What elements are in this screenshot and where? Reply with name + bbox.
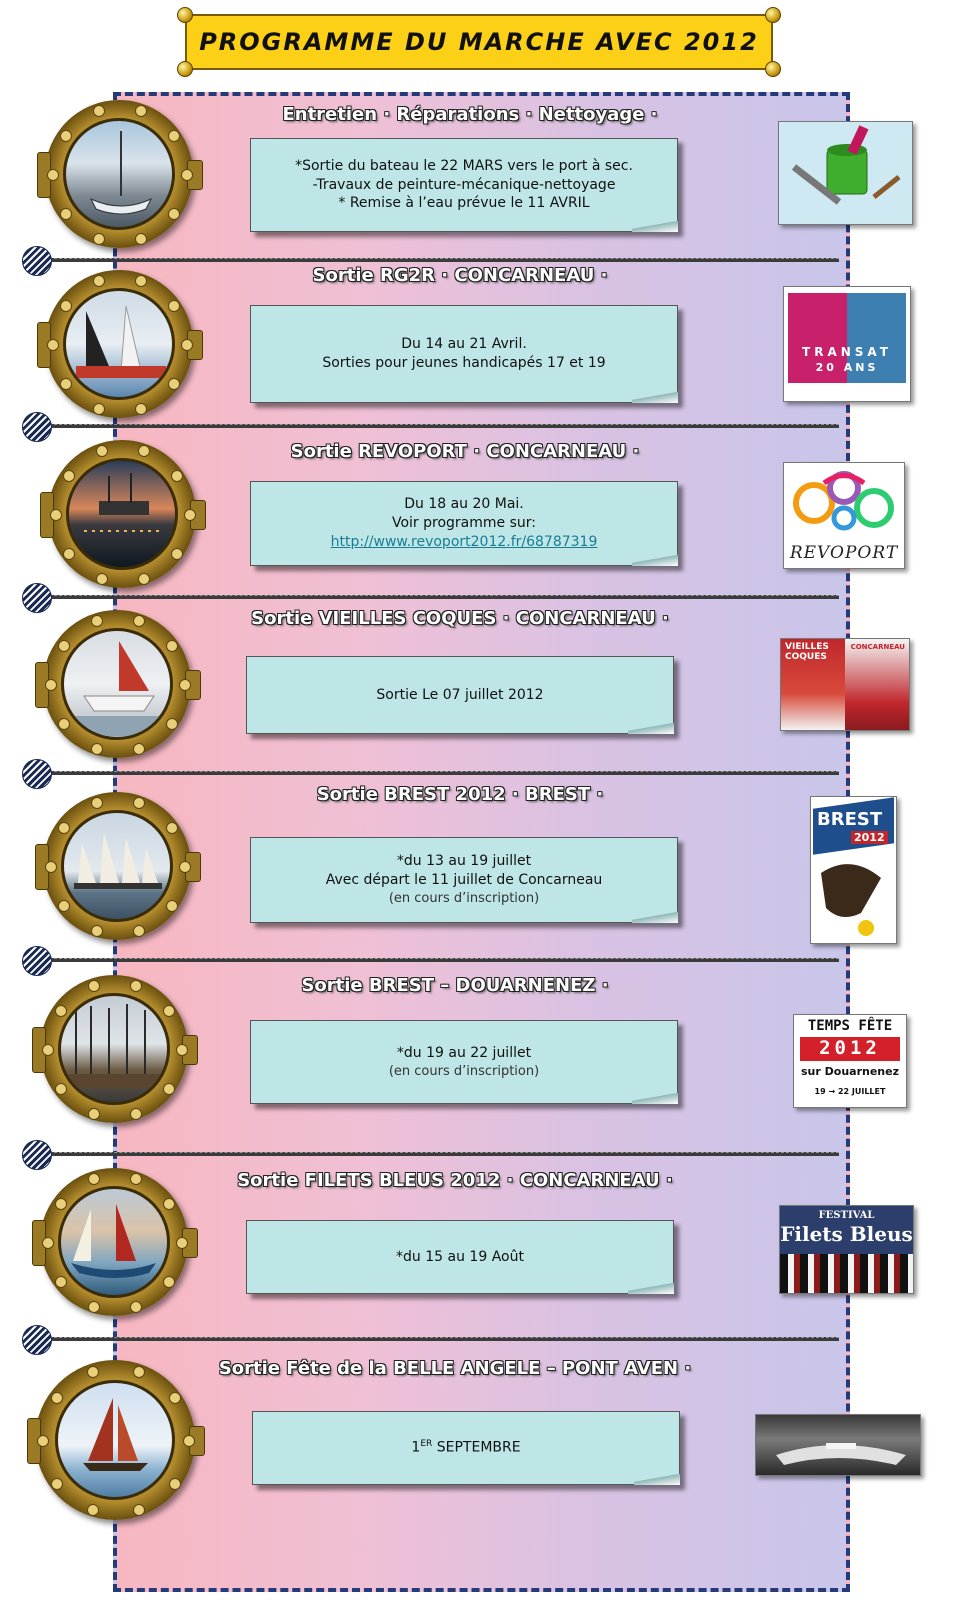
bolt-icon bbox=[37, 1435, 49, 1447]
porthole-photo bbox=[40, 975, 188, 1123]
event-line: *Sortie du bateau le 22 MARS vers le port à sec. bbox=[295, 157, 633, 174]
section-heading: Sortie RG2R · CONCARNEAU · bbox=[312, 265, 608, 286]
bolt-icon bbox=[166, 640, 178, 652]
divider-knob-icon bbox=[22, 412, 52, 442]
revoport-logo bbox=[783, 462, 905, 569]
bolt-icon bbox=[181, 339, 193, 351]
bolt-icon bbox=[93, 233, 105, 245]
event-line: Avec départ le 11 juillet de Concarneau bbox=[325, 872, 603, 889]
poster-text: VIEILLES COQUES bbox=[785, 642, 829, 662]
section-heading: Sortie Fête de la BELLE ANGELE – PONT AVEN · bbox=[218, 1358, 692, 1379]
section-heading: Sortie REVOPORT · CONCARNEAU · bbox=[290, 441, 640, 462]
divider-knob-icon bbox=[22, 1140, 52, 1170]
section-divider bbox=[24, 771, 839, 775]
bolt-icon bbox=[55, 1198, 67, 1210]
bolt-icon bbox=[171, 470, 183, 482]
section-heading: Entretien · Réparations · Nettoyage · bbox=[282, 104, 658, 125]
bolt-icon bbox=[163, 1198, 175, 1210]
bolt-icon bbox=[135, 233, 147, 245]
bolt-icon bbox=[58, 822, 70, 834]
porthole-photo bbox=[43, 792, 191, 940]
event-line: 1ER SEPTEMBRE bbox=[411, 1439, 521, 1456]
porthole-photo bbox=[35, 1360, 195, 1520]
event-line: -Travaux de peinture-mécanique-nettoyage bbox=[312, 176, 616, 193]
event-box bbox=[246, 1220, 674, 1294]
poster-text: sur Douarnenez bbox=[801, 1065, 899, 1078]
bolt-icon bbox=[96, 573, 108, 585]
bolt-icon bbox=[45, 679, 57, 691]
event-box bbox=[246, 656, 674, 734]
brest-2012-poster bbox=[810, 796, 897, 944]
bolt-icon bbox=[135, 403, 147, 415]
bolt-icon bbox=[93, 275, 105, 287]
section-divider bbox=[24, 424, 839, 428]
bolt-icon bbox=[47, 339, 59, 351]
bolt-icon bbox=[179, 679, 191, 691]
event-box bbox=[250, 837, 678, 923]
bolt-icon bbox=[47, 169, 59, 181]
bolt-icon bbox=[179, 861, 191, 873]
bolt-icon bbox=[181, 169, 193, 181]
rivet-icon bbox=[765, 61, 781, 77]
filets-bleus-poster bbox=[779, 1205, 914, 1294]
poster-text: 2012 bbox=[800, 1037, 900, 1061]
divider-knob-icon bbox=[22, 759, 52, 789]
transat-poster bbox=[783, 286, 911, 402]
bolt-icon bbox=[133, 1504, 145, 1516]
bolt-icon bbox=[133, 615, 145, 627]
bolt-icon bbox=[63, 548, 75, 560]
divider-knob-icon bbox=[22, 246, 52, 276]
section-divider bbox=[24, 595, 839, 599]
bolt-icon bbox=[130, 980, 142, 992]
bolt-icon bbox=[51, 1478, 63, 1490]
event-note: (en cours d’inscription) bbox=[388, 1063, 540, 1079]
divider-knob-icon bbox=[22, 583, 52, 613]
bolt-icon bbox=[42, 1237, 54, 1249]
bolt-icon bbox=[58, 718, 70, 730]
event-line: * Remise à l’eau prévue le 11 AVRIL bbox=[338, 195, 590, 212]
bolt-icon bbox=[91, 925, 103, 937]
bolt-icon bbox=[184, 509, 196, 521]
bolt-icon bbox=[91, 743, 103, 755]
bolt-icon bbox=[135, 275, 147, 287]
section-divider bbox=[24, 958, 839, 962]
title-banner bbox=[185, 14, 773, 70]
bolt-icon bbox=[60, 208, 72, 220]
bolt-icon bbox=[51, 1392, 63, 1404]
bolt-icon bbox=[168, 300, 180, 312]
poster-text: 20 ANS bbox=[815, 361, 879, 374]
section-heading: Sortie BREST 2012 · BREST · bbox=[316, 784, 604, 805]
bolt-icon bbox=[55, 1083, 67, 1095]
poster-text: BREST bbox=[817, 809, 883, 830]
page-title: PROGRAMME DU MARCHE AVEC 2012 bbox=[199, 28, 759, 56]
bolt-icon bbox=[166, 822, 178, 834]
bolt-icon bbox=[183, 1435, 195, 1447]
bolt-icon bbox=[163, 1005, 175, 1017]
bolt-icon bbox=[96, 445, 108, 457]
event-box bbox=[250, 1020, 678, 1104]
bolt-icon bbox=[58, 640, 70, 652]
poster-text: TRANSAT bbox=[802, 345, 892, 359]
bolt-icon bbox=[42, 1044, 54, 1056]
section-divider bbox=[24, 1152, 839, 1156]
logo-text: REVOPORT bbox=[789, 543, 899, 563]
bolt-icon bbox=[176, 1044, 188, 1056]
event-box bbox=[250, 481, 678, 566]
event-box bbox=[250, 305, 678, 403]
event-box bbox=[250, 138, 678, 232]
section-heading: Sortie BREST – DOUARNENEZ · bbox=[301, 975, 609, 996]
bolt-icon bbox=[138, 573, 150, 585]
revoport-link[interactable]: http://www.revoport2012.fr/68787319 bbox=[330, 533, 598, 550]
bolt-icon bbox=[168, 130, 180, 142]
event-line: Voir programme sur: bbox=[391, 515, 536, 532]
bolt-icon bbox=[87, 1366, 99, 1378]
bolt-icon bbox=[138, 445, 150, 457]
event-line: *du 19 au 22 juillet bbox=[396, 1044, 532, 1061]
section-heading: Sortie FILETS BLEUS 2012 · CONCARNEAU · bbox=[237, 1170, 673, 1191]
porthole-photo bbox=[48, 440, 196, 588]
bolt-icon bbox=[88, 1108, 100, 1120]
bolt-icon bbox=[55, 1276, 67, 1288]
bolt-icon bbox=[169, 1392, 181, 1404]
section-heading: Sortie VIEILLES COQUES · CONCARNEAU · bbox=[251, 608, 669, 629]
event-note: (en cours d’inscription) bbox=[388, 891, 540, 907]
bolt-icon bbox=[88, 1173, 100, 1185]
bolt-icon bbox=[60, 300, 72, 312]
bolt-icon bbox=[91, 797, 103, 809]
divider-knob-icon bbox=[22, 946, 52, 976]
bolt-icon bbox=[93, 105, 105, 117]
bolt-icon bbox=[133, 797, 145, 809]
poster-text: Filets Bleus bbox=[780, 1222, 913, 1246]
bolt-icon bbox=[50, 509, 62, 521]
event-line: Du 18 au 20 Mai. bbox=[404, 496, 524, 513]
bolt-icon bbox=[93, 403, 105, 415]
section-divider bbox=[24, 258, 839, 262]
porthole-photo bbox=[40, 1168, 188, 1316]
section-divider bbox=[24, 1337, 839, 1341]
event-box bbox=[252, 1411, 680, 1485]
bolt-icon bbox=[88, 980, 100, 992]
paint-tools-icon bbox=[778, 121, 913, 225]
bolt-icon bbox=[135, 105, 147, 117]
belle-angele-photo bbox=[755, 1414, 921, 1476]
bolt-icon bbox=[130, 1173, 142, 1185]
bolt-icon bbox=[60, 378, 72, 390]
event-line: *du 15 au 19 Août bbox=[396, 1248, 524, 1265]
event-line: Sortie Le 07 juillet 2012 bbox=[376, 686, 544, 703]
poster-text: CONCARNEAU bbox=[850, 643, 905, 651]
porthole-photo bbox=[45, 100, 193, 248]
bolt-icon bbox=[58, 900, 70, 912]
poster-text: 2012 bbox=[851, 831, 888, 844]
event-line: Du 14 au 21 Avril. bbox=[401, 336, 527, 353]
poster-text: 19 → 22 JUILLET bbox=[814, 1087, 886, 1096]
rivet-icon bbox=[765, 7, 781, 23]
divider-knob-icon bbox=[22, 1325, 52, 1355]
rivet-icon bbox=[177, 61, 193, 77]
bolt-icon bbox=[130, 1108, 142, 1120]
bolt-icon bbox=[169, 1478, 181, 1490]
event-line: Sorties pour jeunes handicapés 17 et 19 bbox=[322, 355, 606, 371]
bolt-icon bbox=[63, 470, 75, 482]
bolt-icon bbox=[176, 1237, 188, 1249]
porthole-photo bbox=[45, 270, 193, 418]
temps-fete-poster bbox=[793, 1014, 907, 1108]
vieilles-coques-poster bbox=[780, 638, 910, 731]
bolt-icon bbox=[91, 615, 103, 627]
bolt-icon bbox=[133, 1366, 145, 1378]
poster-text: TEMPS FÊTE bbox=[807, 1018, 893, 1034]
bolt-icon bbox=[88, 1301, 100, 1313]
bolt-icon bbox=[87, 1504, 99, 1516]
bolt-icon bbox=[133, 925, 145, 937]
bolt-icon bbox=[130, 1301, 142, 1313]
bolt-icon bbox=[60, 130, 72, 142]
event-line: *du 13 au 19 juillet bbox=[396, 853, 532, 870]
poster-text: FESTIVAL bbox=[818, 1210, 875, 1221]
bolt-icon bbox=[133, 743, 145, 755]
bolt-icon bbox=[45, 861, 57, 873]
porthole-photo bbox=[43, 610, 191, 758]
bolt-icon bbox=[55, 1005, 67, 1017]
rivet-icon bbox=[177, 7, 193, 23]
